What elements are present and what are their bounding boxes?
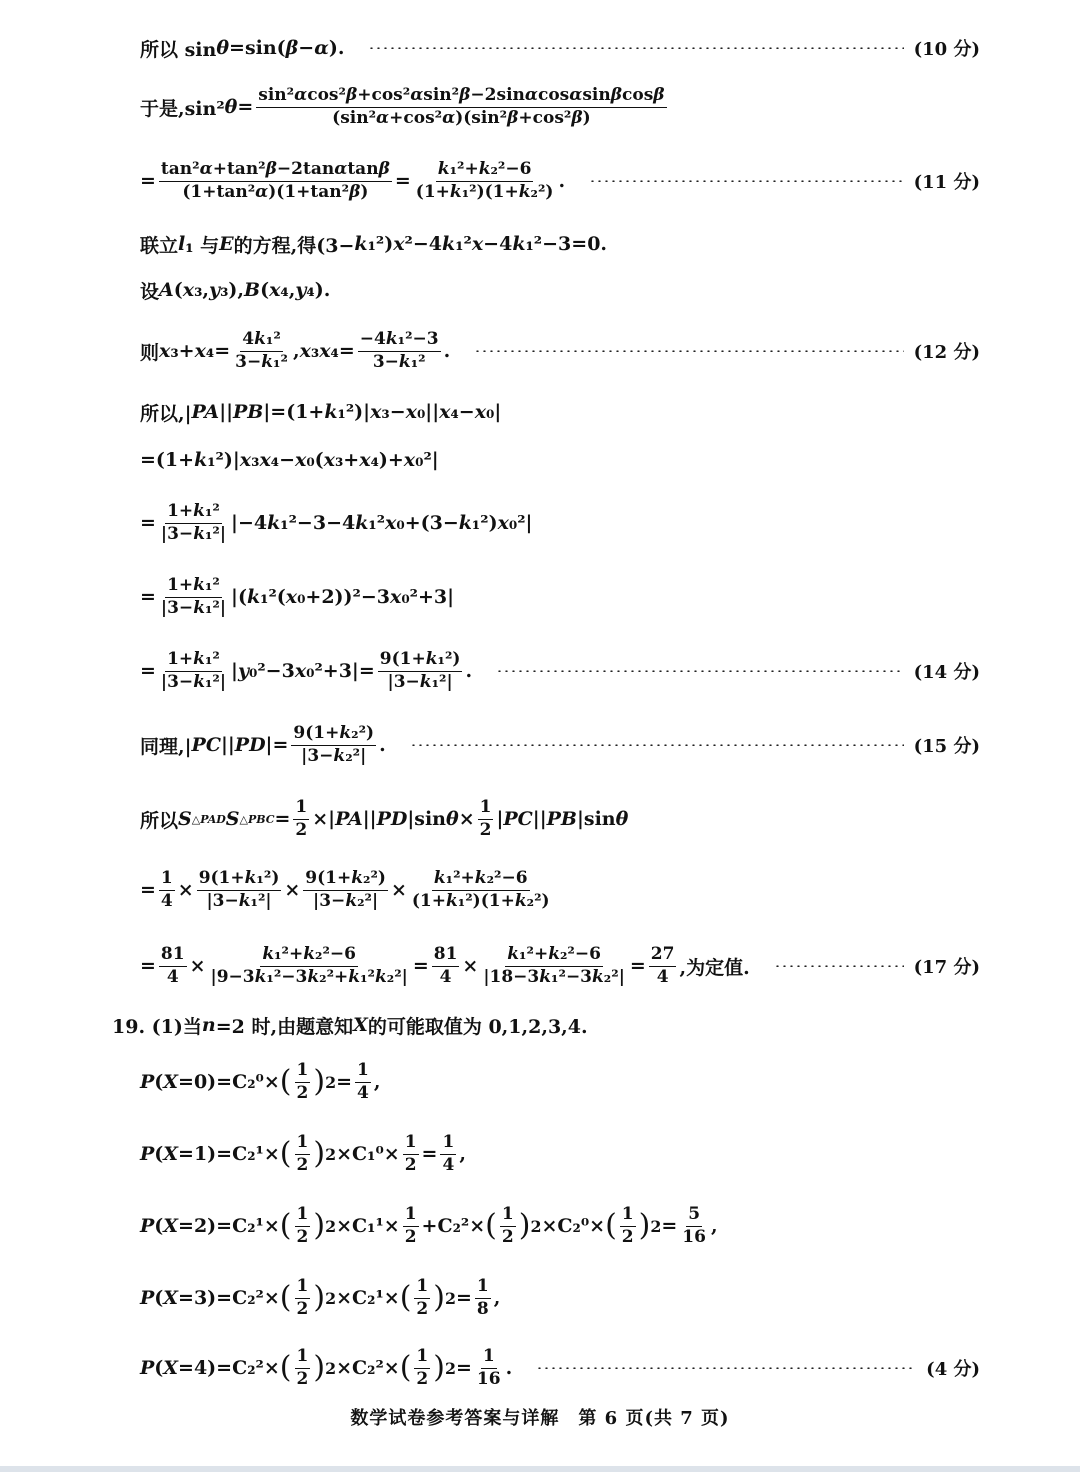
line-l18 (140, 1128, 980, 1180)
dot-leader (536, 1367, 916, 1369)
score-label: (15 分) (913, 736, 980, 757)
line-l05 (140, 276, 980, 304)
line-l02 (140, 84, 980, 130)
score-label: (10 分) (913, 39, 980, 60)
line-l21 (140, 1342, 980, 1394)
dot-leader (774, 965, 904, 967)
line-l16 (112, 1010, 980, 1040)
line-l12 (140, 720, 980, 770)
expr: 联立 l ₁ 与 E 的方程,得(3− k ₁²) x ²−4 k ₁² x −4 k ₁²−3=0. (140, 233, 608, 257)
dot-leader (474, 350, 903, 352)
expr: 于是,sin² θ = $\frac{\text{sin²αcos²β+cos²αsin²β−2sinαcosαsinβcosβ}}{\text{(sin²α+cos²α)(sin²β+cos²β)}}$ (140, 84, 665, 128)
expr: 则 x ₃+ x ₄= $\frac{\text{4k₁²}}{\text{3−k₁²}}$ , x ₃ x ₄= $\frac{\text{−4k₁²−3}}{\text{3−k₁²}}$ . (140, 328, 451, 372)
expr: = $\frac{\text{1+k₁²}}{\text{|3−k₁²|}}$ |( k ₁²( x ₀+2))²−3 x ₀²+3| (140, 574, 455, 618)
score-label: (14 分) (913, 662, 980, 683)
line-l01 (140, 34, 980, 62)
expr: P ( X =4)=C₂²× ( $\frac{1}{2}$ ) 2 ×C₂²× ( $\frac{1}{2}$ ) 2 = $\frac{1}{16}$ . (140, 1345, 513, 1389)
expr: = $\frac{1}{4}$ × $\frac{\text{9(1+k₁²)}}{\text{|3−k₁²|}}$ × $\frac{\text{9(1+k₂²)}}{\text{|3−k₂²|}}$ × $\frac{\text{k₁²+k₂²−6}}{\text{(1+k₁²)(1+k₂²)}}$ (140, 867, 550, 911)
expr: P ( X =2)=C₂¹× ( $\frac{1}{2}$ ) 2 ×C₁¹× $\frac{1}{2}$ +C₂²× ( $\frac{1}{2}$ ) 2 ×C₂⁰× ( $\frac{1}{2}$ ) 2 = $\frac{5}{16}$ , (140, 1203, 718, 1247)
line-l19 (140, 1200, 980, 1252)
expr: = $\frac{\text{tan²α+tan²β−2tanαtanβ}}{\text{(1+tan²α)(1+tan²β)}}$ = $\frac{\text{k₁²+k₂²−6}}{\text{(1+k₁²)(1+k₂²)}}$ . (140, 158, 566, 202)
expr: 所以,| PA || PB |=(1+ k ₁²)| x ₃− x ₀|| x ₄− x ₀| (140, 401, 502, 425)
page-footer: 数学试卷参考答案与详解 第 6 页(共 7 页) (350, 1408, 730, 1429)
dot-leader (589, 180, 904, 182)
expr: = $\frac{\text{1+k₁²}}{\text{|3−k₁²|}}$ |−4 k ₁²−3−4 k ₁² x ₀+(3− k ₁²) x ₀²| (140, 500, 533, 544)
line-l10 (140, 572, 980, 622)
expr: 设 A ( x ₃, y ₃), B ( x ₄, y ₄). (140, 279, 331, 303)
line-l13 (140, 794, 980, 844)
expr: 所以 sin θ =sin( β − α ). (140, 37, 345, 61)
dot-leader (410, 744, 904, 746)
line-l07 (140, 398, 980, 426)
score-label: (12 分) (913, 342, 980, 363)
expr: P ( X =3)=C₂²× ( $\frac{1}{2}$ ) 2 ×C₂¹× ( $\frac{1}{2}$ ) 2 = $\frac{1}{8}$ , (140, 1275, 501, 1319)
dot-leader (496, 670, 904, 672)
expr: = $\frac{81}{4}$ × $\frac{\text{k₁²+k₂²−6}}{\text{|9−3k₁²−3k₂²+k₁²k₂²|}}$ = $\frac{81}{4}$ × $\frac{\text{k₁²+k₂²−6}}{\text{|18−3k₁²−3k₂²|}}$ = $\frac{27}{4}$ ,为定值. (140, 943, 750, 987)
score-label: (4 分) (926, 1359, 980, 1380)
score-label: (17 分) (913, 957, 980, 978)
line-l08 (140, 446, 980, 474)
line-l11 (140, 646, 980, 696)
dot-leader (368, 47, 903, 49)
expr: 所以 S △PAD S △PBC = $\frac{1}{2}$ ×| PA || PD |sin θ × $\frac{1}{2}$ | PC || PB |sin θ (140, 796, 629, 840)
line-l09 (140, 498, 980, 548)
line-l17 (140, 1056, 980, 1108)
expr: P ( X =1)=C₂¹× ( $\frac{1}{2}$ ) 2 ×C₁⁰× $\frac{1}{2}$ = $\frac{1}{4}$ , (140, 1131, 466, 1175)
expr: P ( X =0)=C₂⁰× ( $\frac{1}{2}$ ) 2 = $\frac{1}{4}$ , (140, 1059, 381, 1103)
expr: = $\frac{\text{1+k₁²}}{\text{|3−k₁²|}}$ | y ₀²−3 x ₀²+3|= $\frac{\text{9(1+k₁²)}}{\text{|3−k₁²|}}$ . (140, 648, 473, 692)
line-l20 (140, 1272, 980, 1324)
line-l03 (140, 156, 980, 206)
expr: =(1+ k ₁²)| x ₃ x ₄− x ₀( x ₃+ x ₄)+ x ₀²| (140, 449, 439, 471)
bottom-edge (0, 1466, 1080, 1472)
line-l04 (140, 230, 980, 258)
line-l14 (140, 864, 980, 916)
line-l15 (140, 940, 980, 992)
score-label: (11 分) (913, 172, 980, 193)
line-l06 (140, 326, 980, 376)
expr: 同理,| PC || PD |= $\frac{\text{9(1+k₂²)}}{\text{|3−k₂²|}}$ . (140, 722, 386, 766)
expr: 19. (1)当 n =2 时,由题意知 X 的可能取值为 0,1,2,3,4. (112, 1014, 588, 1038)
